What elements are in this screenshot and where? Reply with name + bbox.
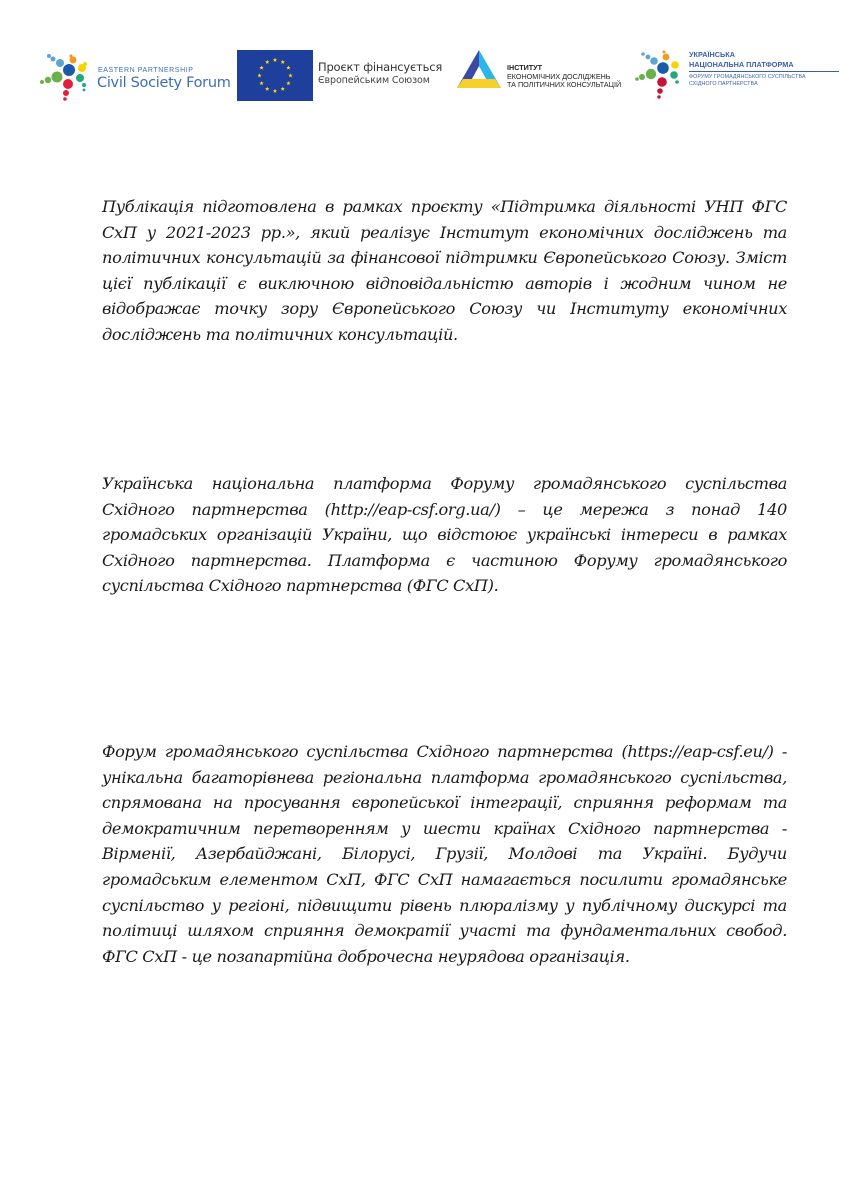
unp-description-paragraph: Українська національна платформа Форуму громадянського суспільства Східного партнерства (http://eap-csf.org.ua/) – це мережа з понад 140 громадських організацій України, що відстоює українські інтереси в рамках Східного партнерства. Платформа є частиною Форуму громадянського суспільства Східного партнерства (ФГС СхП). xyxy=(102,474,787,596)
eu-caption-line1: Проєкт фінансується xyxy=(318,60,443,74)
dot xyxy=(639,74,645,80)
eu-star xyxy=(259,81,263,85)
csf-description-paragraph: Форум громадянського суспільства Східного партнерства (https://eap-csf.eu/) - унікальна багаторівнева регіональна платформа громадянського суспільства, спрямована на просування європейської інтеграції, сприяння реформам та демократичним перетворенням у шести країнах Східного партнерства - Вірменії, Азербайджані, Білорусі, Грузії, Молдові та Україні. Будучи громадським елементом СхП, ФГС СхП намагається посилити громадянське суспільство у регіоні, підвищити рівень плюралізму у публічному дискурсі та політиці шляхом сприяння демократії участі та фундаментальних свобод. ФГС СхП - це позапартійна доброчесна неурядова організація. xyxy=(102,742,787,966)
unp-title-line1: УКРАЇНСЬКА xyxy=(689,50,736,59)
disclaimer-paragraph: Публікація підготовлена в рамках проєкту «Підтримка діяльності УНП ФГС СхП у 2021-2023 рр.», який реалізує Інститут економічних досліджень та політичних консультацій за фінансової підтримки Європейського Союзу. Зміст цієї публікації є виключною відповідальністю авторів і жодним чином не відображає точку зору Європейського Союзу чи Інституту економічних досліджень та політичних консультацій. xyxy=(102,197,787,344)
dot xyxy=(657,62,669,74)
eu-star xyxy=(288,73,292,77)
dot xyxy=(646,69,656,79)
unp-subtitle xyxy=(689,74,806,87)
dot xyxy=(675,80,679,84)
dot xyxy=(635,77,639,81)
dot xyxy=(657,95,660,98)
eu-star xyxy=(281,60,285,64)
dot xyxy=(47,54,51,58)
dot xyxy=(663,51,666,54)
eu-star xyxy=(265,60,269,64)
dot xyxy=(641,52,645,56)
dot xyxy=(76,74,84,82)
ier-line3: ТА ПОЛІТИЧНИХ КОНСУЛЬТАЦІЙ xyxy=(507,80,622,90)
dot xyxy=(63,64,75,76)
csf-small-label: EASTERN PARTNERSHIP xyxy=(98,67,194,74)
eu-star xyxy=(265,87,269,91)
csf-logo xyxy=(38,50,238,106)
ier-line2: ЕКОНОМІЧНИХ ДОСЛІДЖЕНЬ xyxy=(507,71,611,81)
dot xyxy=(40,80,44,84)
dot xyxy=(63,97,67,101)
dot xyxy=(671,61,679,69)
eu-star xyxy=(259,65,263,69)
dot xyxy=(670,71,678,79)
dot xyxy=(657,77,667,87)
dot xyxy=(52,72,63,83)
eu-star xyxy=(273,89,277,93)
unp-title-line2: НАЦІОНАЛЬНА ПЛАТФОРМА xyxy=(689,59,794,69)
csf-name: Civil Society Forum xyxy=(97,75,231,91)
eu-star xyxy=(257,73,261,77)
unp-logo xyxy=(634,47,844,103)
ier-name xyxy=(507,64,621,90)
dot xyxy=(663,54,670,61)
dot xyxy=(650,57,658,65)
eu-caption-line2: Європейським Союзом xyxy=(318,75,430,86)
unp-dots-icon xyxy=(634,47,686,103)
dot xyxy=(83,89,86,92)
unp-sub-line2: СХІДНОГО ПАРТНЕРСТВА xyxy=(689,80,758,87)
unp-divider xyxy=(689,71,839,72)
logo-header xyxy=(0,0,849,120)
eu-star xyxy=(281,87,285,91)
dot xyxy=(51,57,56,62)
dot xyxy=(45,77,51,83)
eu-funding-caption xyxy=(318,60,442,87)
dot xyxy=(63,79,73,89)
dot xyxy=(63,90,69,96)
dot xyxy=(56,59,64,67)
eu-stars-icon xyxy=(237,50,313,101)
ier-line1: ІНСТИТУТ xyxy=(507,63,543,72)
ier-logo xyxy=(455,48,645,96)
dot xyxy=(82,83,86,87)
csf-dots-icon xyxy=(38,50,96,106)
unp-sub-line1: ФОРУМУ ГРОМАДЯНСЬКОГО СУСПІЛЬСТВА xyxy=(689,74,806,80)
dot xyxy=(657,88,663,94)
eu-star xyxy=(286,81,290,85)
unp-title xyxy=(689,50,794,69)
eu-star xyxy=(273,58,277,62)
dot xyxy=(646,55,651,60)
dot xyxy=(83,62,87,66)
eu-star xyxy=(286,65,290,69)
ier-triangle-icon xyxy=(455,48,503,92)
dot xyxy=(70,57,77,64)
eu-flag xyxy=(237,50,313,101)
